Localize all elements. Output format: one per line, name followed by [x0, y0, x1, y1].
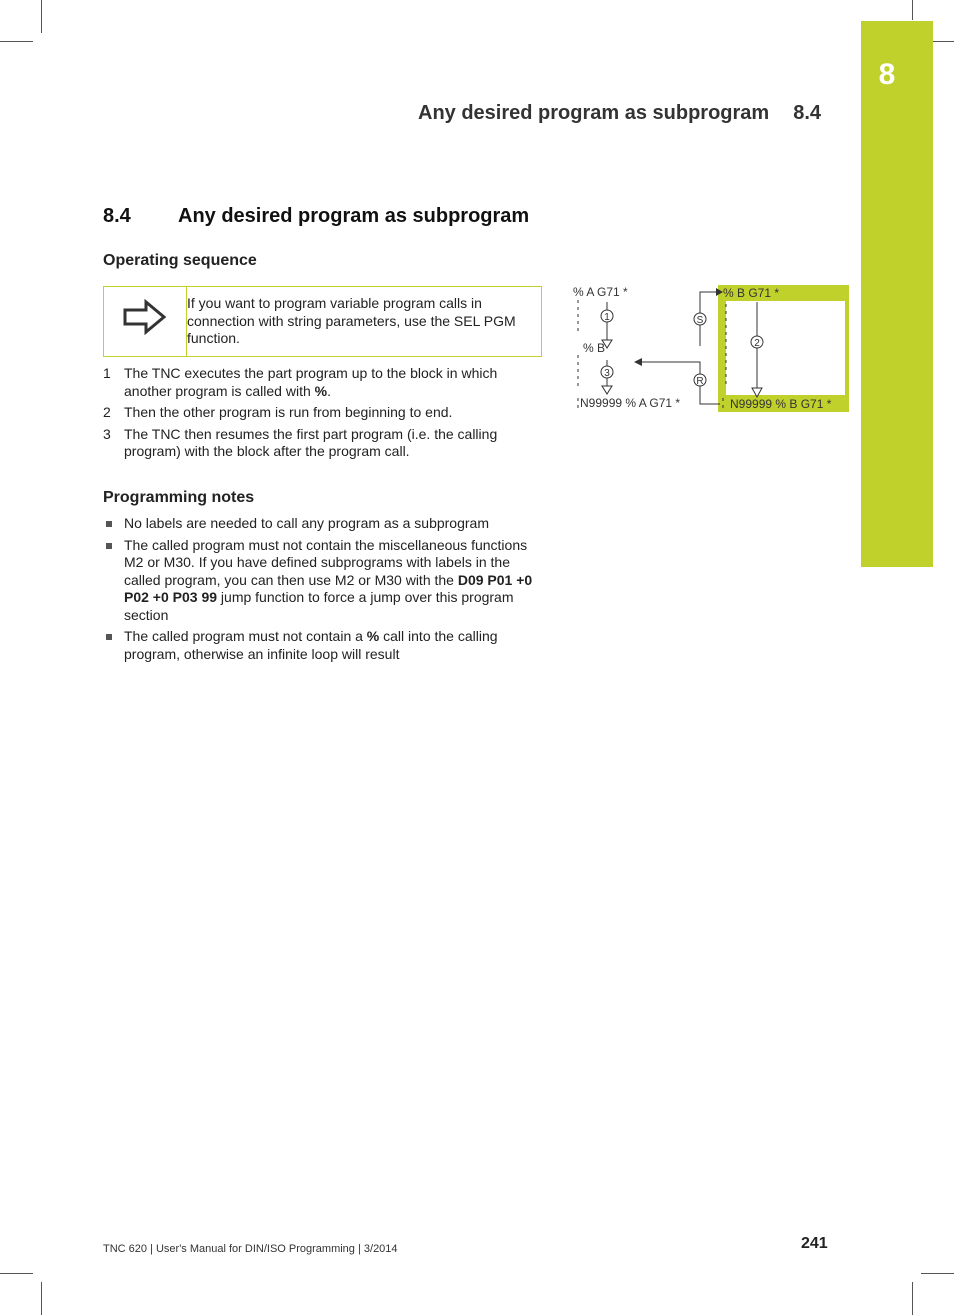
crop-mark: [921, 1273, 954, 1274]
subprogram-diagram: [570, 280, 855, 420]
step-text: The TNC then resumes the first part program (i.e. the calling program) with the block after the program call.: [124, 425, 498, 459]
left-program-end: N99999 % A G71 *: [580, 396, 681, 410]
marker-2: 2: [754, 338, 760, 349]
marker-1: 1: [604, 312, 610, 323]
note-item-text: No labels are needed to call any program as a subprogram: [124, 515, 489, 531]
step-number: 1: [103, 365, 111, 381]
crop-mark: [0, 1273, 33, 1274]
arrowhead: [634, 358, 642, 366]
note-item-text: The called program must not contain the miscellaneous functions M2 or M30. If you have defined subprograms with labels in the called program, you can then use M2 or M30 with the: [124, 536, 528, 588]
arrowhead: [602, 386, 612, 394]
section-title: [103, 205, 529, 228]
crop-mark: [912, 1282, 913, 1315]
crop-mark: [932, 41, 954, 42]
note-box: [103, 286, 542, 357]
section-title-text: Any desired program as subprogram: [178, 205, 530, 227]
steps-list: [103, 365, 543, 465]
note-item-tail: call into the calling program, otherwise an infinite loop will result: [124, 628, 498, 662]
crop-mark: [912, 0, 913, 20]
left-program-start: % A G71 *: [573, 285, 628, 299]
step-text: The TNC executes the part program up to the block in which another program is called with: [124, 365, 498, 399]
list-item: [103, 537, 543, 625]
list-item: [103, 365, 543, 400]
bullet-icon: [106, 521, 112, 527]
running-header-title: Any desired program as subprogram: [418, 102, 770, 124]
running-header: [418, 102, 821, 125]
crop-mark: [41, 0, 42, 33]
step-number: 2: [103, 404, 111, 420]
bullet-icon: [106, 634, 112, 640]
note-item-text: The called program must not contain a: [124, 628, 367, 644]
operating-sequence-heading: Operating sequence: [103, 252, 257, 269]
note-item-bold: D09 P01 +0 P02 +0 P03 99: [124, 571, 533, 605]
list-item: [103, 515, 543, 533]
programming-notes-heading: Programming notes: [103, 489, 255, 506]
marker-3: 3: [604, 368, 610, 379]
footer-text: TNC 620 | User's Manual for DIN/ISO Programming | 3/2014: [103, 1243, 398, 1255]
marker-s: S: [696, 315, 704, 326]
left-program-call: % B: [583, 341, 606, 355]
crop-mark: [41, 1282, 42, 1315]
note-item-tail: jump function to force a jump over this program section: [124, 589, 514, 623]
step-tail: .: [327, 382, 331, 399]
note-item-bold: %: [366, 628, 380, 644]
chapter-number: 8: [878, 58, 896, 91]
called-program-body: [726, 301, 845, 395]
list-item: [103, 404, 543, 422]
right-program-start: % B G71 *: [723, 286, 780, 300]
step-number: 3: [103, 425, 111, 442]
page-number: 241: [801, 1235, 828, 1252]
step-text: Then the other program is run from beginning to end.: [124, 404, 453, 420]
chapter-tab: [861, 21, 933, 567]
arrow-right-icon: [122, 299, 168, 340]
list-item: [103, 426, 543, 461]
note-text: If you want to program variable program calls in connection with string parameters, use the SEL PGM function.: [187, 295, 516, 346]
notes-list: [103, 515, 543, 667]
section-number: 8.4: [103, 205, 131, 227]
crop-mark: [0, 41, 33, 42]
marker-r: R: [696, 376, 704, 387]
step-bold: %: [314, 382, 328, 399]
bullet-icon: [106, 543, 112, 549]
list-item: [103, 628, 543, 663]
running-header-number: 8.4: [793, 102, 822, 124]
right-program-end: N99999 % B G71 *: [730, 397, 832, 411]
